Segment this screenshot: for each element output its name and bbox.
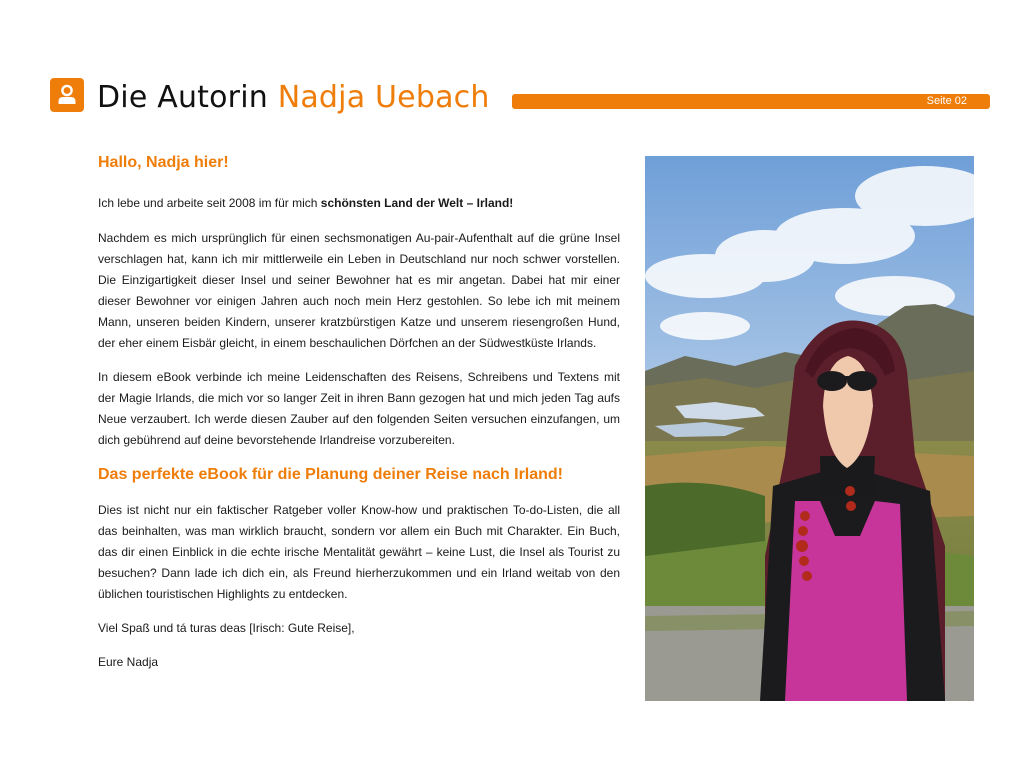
paragraph-ebook-intro: In diesem eBook verbinde ich meine Leidenschaften des Reisens, Schreibens und Textens mit der Magie Irlands, die mich vor so langer Zeit in ihren Bann gezogen hat und mich jeden Tag aufs Neue verzaubert. Ich werde diesen Zauber auf den folgenden Seiten versuchen einzufangen, um dich gebührend auf deine bevorstehende Irlandreise vorzubereiten. bbox=[98, 370, 620, 447]
intro-text: Ich lebe und arbeite seit 2008 im für mich bbox=[98, 196, 321, 210]
page-title bbox=[97, 78, 490, 118]
author-photo bbox=[645, 156, 974, 701]
page-title-prefix: Die Autorin bbox=[97, 80, 278, 115]
intro-bold-text: schönsten Land der Welt – Irland! bbox=[320, 196, 514, 210]
signature: Eure Nadja bbox=[98, 655, 159, 669]
greeting-heading: Hallo, Nadja hier! bbox=[98, 154, 229, 171]
page-number-label: Seite 02 bbox=[926, 95, 967, 107]
main-text-column bbox=[98, 152, 620, 686]
intro-paragraph bbox=[98, 193, 620, 214]
paragraph-ebook-description: Dies ist nicht nur ein faktischer Ratgeber voller Know-how und praktischen To-do-Listen, die all das beinhalten, was man wirklich braucht, sondern vor allem ein Buch mit Charakter. Ein Buch, das dir einen Einblick in die echte irische Mentalität gewährt – keine Lust, die Insel als Tourist zu besuchen? Dann lade ich dich ein, als Freund hierherzukommen und ein Irland weitab von den üblichen touristischen Highlights zu entdecken. bbox=[98, 503, 620, 601]
paragraph-story: Nachdem es mich ursprünglich für einen sechsmonatigen Au-pair-Aufenthalt auf die grüne Insel verschlagen hat, kann ich mir mittlerweile ein Leben in Deutschland nur noch schwer vorstellen. Die Einzigartigkeit dieser Insel und seiner Bewohner hat es mir angetan. Dabei hat mir einer dieser Bewohner vor einigen Jahren auch noch mein Herz gestohlen. So lebe ich mit meinem Mann, unseren beiden Kindern, unserer kratzbürstigen Katze und unserem riesengroßen Hund, der eher einem Eisbär gleicht, in einem beschaulichen Dörfchen an der Südwestküste Irlands. bbox=[98, 231, 620, 350]
page-title-author-name: Nadja Uebach bbox=[277, 80, 490, 115]
closing-line: Viel Spaß und tá turas deas [Irisch: Gute Reise], bbox=[98, 621, 355, 635]
person-icon bbox=[50, 78, 84, 112]
ebook-heading: Das perfekte eBook für die Planung deiner Reise nach Irland! bbox=[98, 466, 564, 483]
page-number-bar bbox=[512, 94, 990, 109]
